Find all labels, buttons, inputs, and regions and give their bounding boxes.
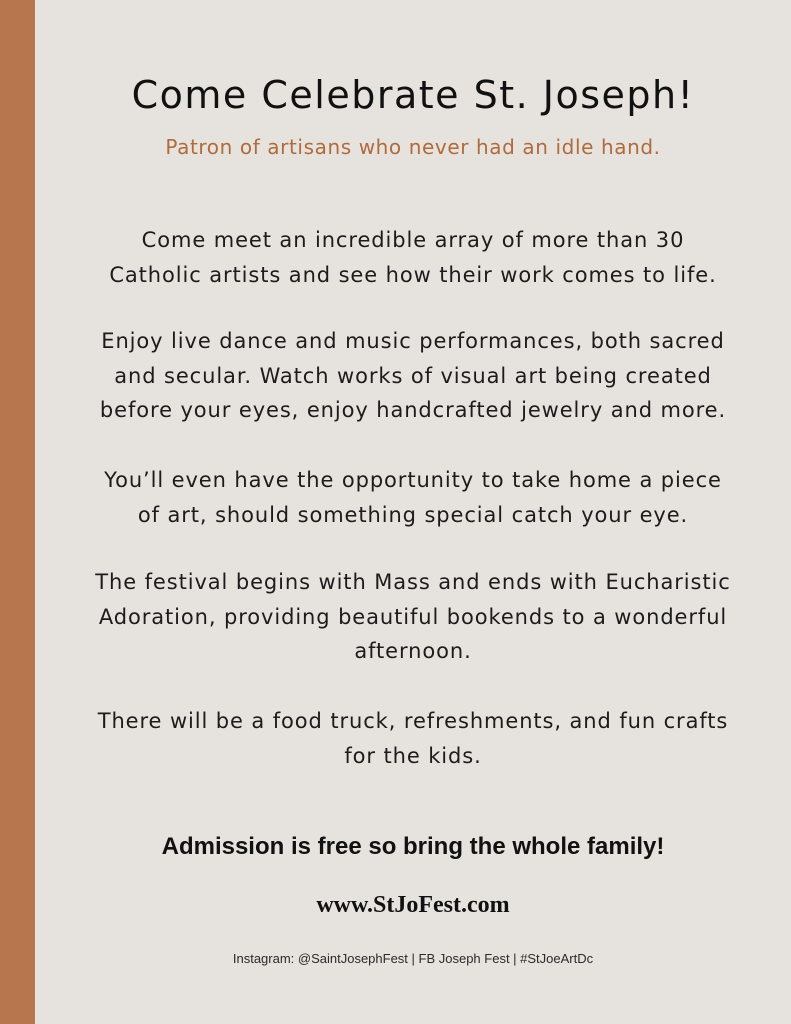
paragraph-line: of art, should something special catch your eye.	[137, 502, 689, 527]
paragraph-food-crafts	[75, 704, 751, 773]
paragraph-performances	[75, 324, 751, 428]
paragraph-line: Enjoy live dance and music performances, both sacred	[101, 329, 725, 353]
paragraph-line: There will be a food truck, refreshments, and fun crafts	[97, 709, 729, 733]
paragraph-line: The festival begins with Mass and ends with Eucharistic	[95, 570, 731, 594]
paragraph-line: You’ll even have the opportunity to take home a piece	[104, 468, 722, 492]
paragraph-line: Adoration, providing beautiful bookends to a wonderful	[98, 604, 728, 629]
page-title: Come Celebrate St. Joseph!	[131, 73, 695, 117]
paragraph-line: Catholic artists and see how their work comes to life.	[109, 262, 717, 287]
paragraph-line: afternoon.	[354, 639, 472, 663]
admission-note: Admission is free so bring the whole family!	[161, 833, 665, 860]
paragraph-mass-adoration	[75, 565, 751, 669]
website-link[interactable]: www.StJoFest.com	[316, 892, 510, 918]
paragraph-line: before your eyes, enjoy handcrafted jewelry and more.	[99, 398, 727, 422]
paragraph-artists	[75, 223, 751, 292]
paragraph-line: and secular. Watch works of visual art being created	[114, 363, 712, 388]
left-accent-bar	[0, 0, 35, 1024]
paragraph-line: for the kids.	[344, 743, 482, 768]
subtitle: Patron of artisans who never had an idle hand.	[165, 135, 661, 159]
social-handles: Instagram: @SaintJosephFest | FB Joseph Fest | #StJoeArtDc	[232, 951, 594, 966]
paragraph-line: Come meet an incredible array of more than 30	[141, 228, 685, 252]
flyer	[35, 0, 791, 1024]
paragraph-take-home-art	[75, 463, 751, 532]
